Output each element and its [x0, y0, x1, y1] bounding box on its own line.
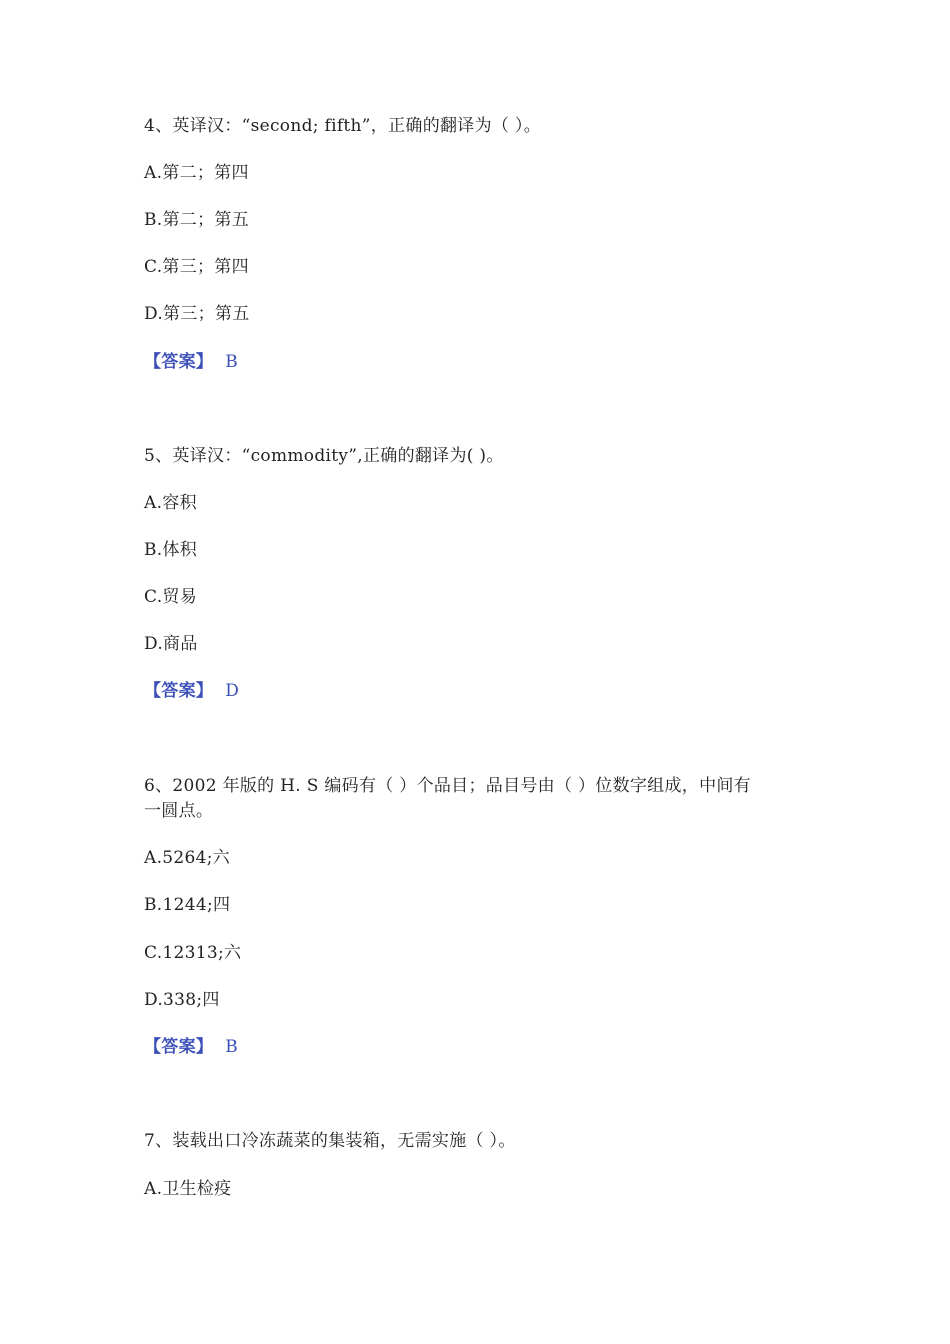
answer-label: 【答案】 [144, 352, 214, 372]
answer-label: 【答案】 [144, 681, 214, 701]
question-5-option-d: D.商品 [144, 634, 198, 654]
question-4-stem: 4、英译汉：“second; fifth”，正确的翻译为（ ）。 [144, 116, 542, 136]
question-5-option-a: A.容积 [144, 493, 197, 513]
question-7-stem: 7、装载出口冷冻蔬菜的集装箱，无需实施（ ）。 [144, 1131, 516, 1151]
question-6-option-b: B.1244;四 [144, 895, 231, 915]
question-4-option-d: D.第三；第五 [144, 304, 250, 324]
answer-value: B [225, 352, 238, 372]
question-4-option-c: C.第三；第四 [144, 257, 249, 277]
question-4-option-a: A.第二；第四 [144, 163, 249, 183]
question-6-option-d: D.338;四 [144, 990, 220, 1010]
question-5-answer [144, 679, 239, 703]
question-6-stem-line-2: 一圆点。 [144, 801, 214, 821]
question-4-answer [144, 350, 238, 374]
question-6-option-c: C.12313;六 [144, 943, 242, 963]
question-6-answer [144, 1035, 238, 1059]
question-6-stem-line-1: 6、2002 年版的 H. S 编码有（ ）个品目；品目号由（ ）位数字组成，中间有 [144, 776, 751, 796]
answer-label: 【答案】 [144, 1037, 214, 1057]
question-5-option-b: B.体积 [144, 540, 198, 560]
question-5-stem: 5、英译汉：“commodity”,正确的翻译为( )。 [144, 446, 504, 466]
answer-value: D [225, 681, 240, 701]
question-6-option-a: A.5264;六 [144, 848, 231, 868]
answer-value: B [225, 1037, 238, 1057]
question-5-option-c: C.贸易 [144, 587, 198, 607]
question-7-option-a: A.卫生检疫 [144, 1179, 232, 1199]
question-4-option-b: B.第二；第五 [144, 210, 249, 230]
